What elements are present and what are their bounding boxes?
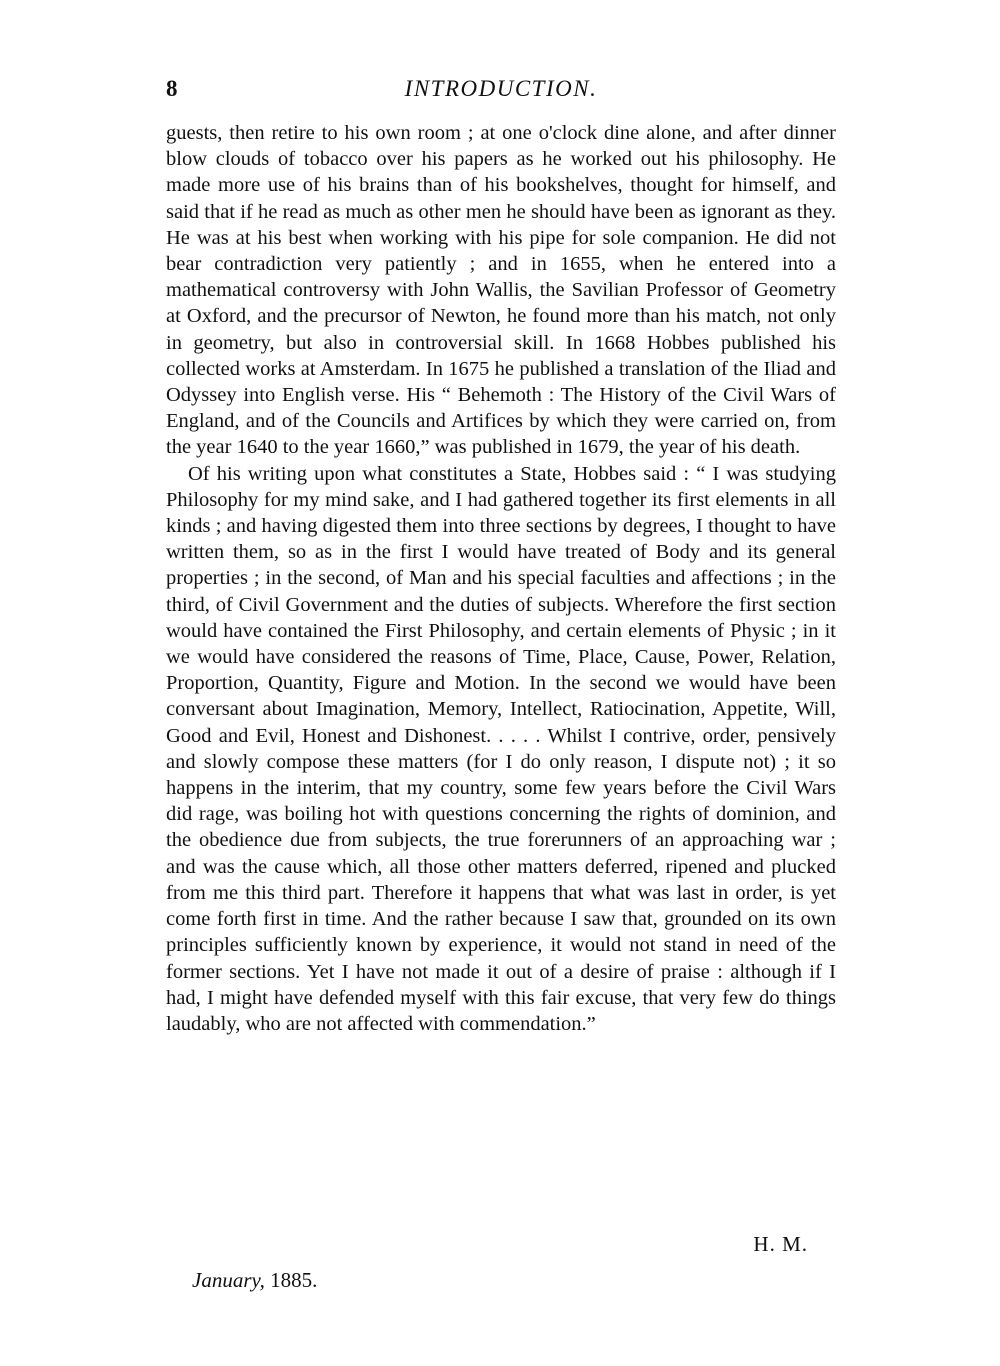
dateline-month: January, (192, 1268, 265, 1292)
paragraph-continuation: guests, then retire to his own room ; at one o'clock dine alone, and after dinner blow clouds of tobacco over his papers as he worked out his philosophy. He made more use of his brains than of his bookshelves, thought for himself, and said that if he read as much as other men he should have been as ignorant as they. He was at his best when working with his pipe for sole companion. He did not bear contradiction very patiently ; and in 1655, when he entered into a mathematical controversy with John Wallis, the Savilian Professor of Geometry at Oxford, and the precursor of Newton, he found more than his match, not only in geometry, but also in controversial skill. In 1668 Hobbes published his collected works at Amsterdam. In 1675 he published a translation of the Iliad and Odyssey into English verse. His “ Behemoth : The History of the Civil Wars of England, and of the Councils and Artifices by which they were carried on, from the year 1640 to the year 1660,” was published in 1679, the year of his death. (166, 122, 836, 459)
paragraph-hobbes-quote: Of his writing upon what constitutes a State, Hobbes said : “ I was studying Philosophy for my mind sake, and I had gathered together its first elements in all kinds ; and having digested them into three sections by degrees, I thought to have written them, so as in the first I would have treated of Body and its general properties ; in the second, of Man and his special faculties and affections ; in the third, of Civil Government and the duties of subjects. Wherefore the first section would have contained the First Philosophy, and certain elements of Physic ; in it we would have considered the reasons of Time, Place, Cause, Power, Relation, Proportion, Quantity, Figure and Motion. In the second we would have been conversant about Imagination, Memory, Intellect, Ratiocination, Appetite, Will, Good and Evil, Honest and Dishonest. . . . . Whilst I contrive, order, pensively and slowly compose these matters (for I do only reason, I dispute not) ; it so happens in the interim, that my country, some few years before the Civil Wars did rage, was boiling hot with questions concerning the rights of dominion, and the obedience due from subjects, the true forerunners of an approaching war ; and was the cause which, all those other matters deferred, ripened and plucked from me this third part. Therefore it happens that what was last in order, is yet come forth first in time. And the rather because I saw that, grounded on its own principles sufficiently known by experience, it would not stand in need of the former sections. Yet I have not made it out of a desire of praise : although if I had, I might have defended myself with this fair excuse, that very few do things laudably, who are not affected with commendation.” (166, 462, 836, 1035)
author-initials: H. M. (753, 1232, 808, 1256)
running-title: INTRODUCTION. (404, 76, 598, 101)
dateline (192, 1268, 317, 1293)
page-number: 8 (166, 76, 178, 101)
page-header (166, 76, 836, 110)
dateline-year: 1885. (270, 1268, 318, 1292)
body-text (166, 120, 836, 1037)
